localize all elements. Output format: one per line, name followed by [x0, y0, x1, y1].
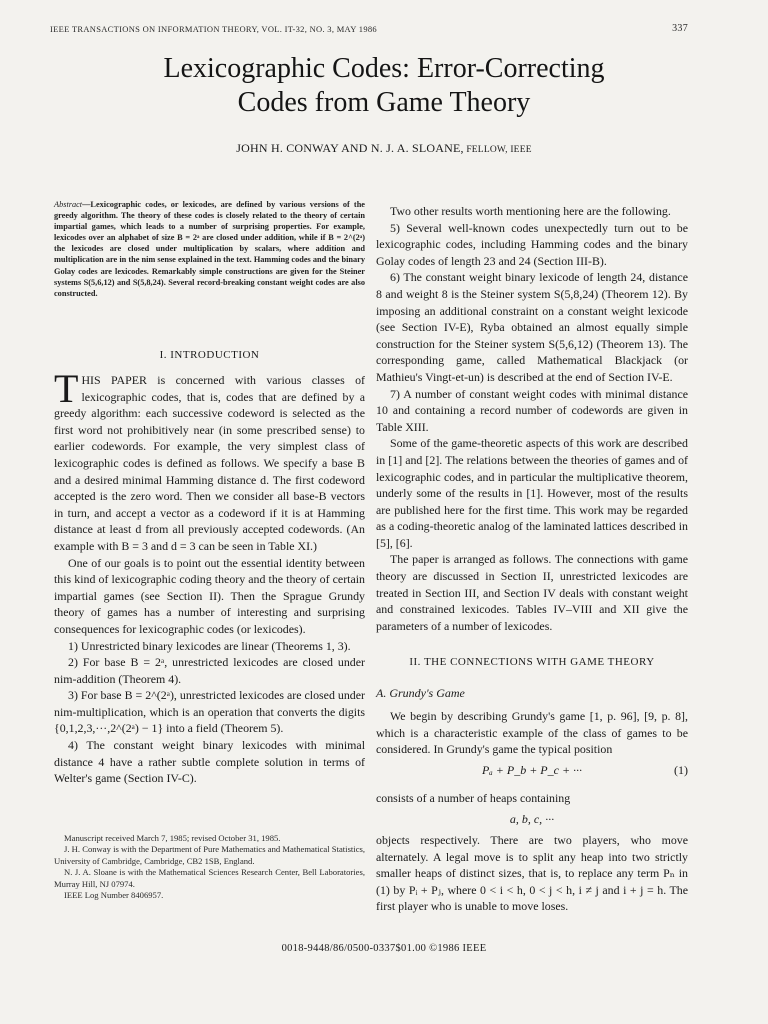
- right-column-body: [376, 203, 688, 634]
- abstract-label: Abstract: [54, 200, 83, 209]
- abstract-text: —Lexicographic codes, or lexicodes, are defined by various versions of the greedy algorithm. The theory of these codes is closely related to the theory of certain impartial games, which leads to a number of surprising properties. For example, lexicodes over an alphabet of size B = 2ᵃ are closed under addition, while if B = 2^(2ᵃ) the lexicodes are closed under multiplication by scalars, where addition and multiplication are in the nim sense explained in the text. Hamming codes and the binary Golay codes are lexicodes. Remarkably simple constructions are given for the Steiner systems S(5,6,12) and S(5,8,24). Several record-breaking constant weight codes are also constructed.: [54, 200, 365, 298]
- right-paragraph-1: Two other results worth mentioning here are the following.: [390, 204, 671, 218]
- author-line: [60, 141, 708, 156]
- list-item-1: 1) Unrestricted binary lexicodes are linear (Theorems 1, 3).: [68, 638, 351, 653]
- heaps-line: [376, 790, 688, 807]
- section-heading-game-theory: II. THE CONNECTIONS WITH GAME THEORY: [409, 656, 655, 668]
- grundy-intro: [376, 708, 688, 758]
- equation-1-number: (1): [674, 763, 688, 777]
- author-names: JOHN H. CONWAY AND N. J. A. SLOANE,: [236, 141, 464, 155]
- introduction-body: [54, 366, 365, 787]
- intro-paragraph-1: THIS PAPER is concerned with various classes of lexicographic codes, that is, codes that are defined by a greedy algorithm: each successive codeword is selected as the first word not prohibitively near (in some prescribed sense) to earlier codewords. For example, the very simplest class of lexicographic codes is defined as follows. We specify a base B and a desired minimal Hamming distance d. The first codeword accepted is the zero word. Then we consider all base-B vectors in turn, and accept a vector as a codeword if it is at Hamming distance at least d from all previously accepted codewords. (An example with B = 3 and d = 3 can be seen in Table XI.): [54, 366, 365, 553]
- subsection-heading-grundy: A. Grundy's Game: [376, 686, 465, 700]
- list-item-7: 7) A number of constant weight codes with minimal distance 10 and containing a record number of codewords are given in Table XIII.: [376, 386, 688, 434]
- heaps-paragraph: consists of a number of heaps containing: [376, 791, 571, 805]
- paper-title: [60, 52, 708, 120]
- list-item-4: 4) The constant weight binary lexicodes with minimal distance 4 have a rather subtle complete solution in terms of Welter's game (Section IV-C).: [54, 738, 365, 786]
- author-fellow: FELLOW, IEEE: [463, 145, 532, 155]
- rules-body: [376, 832, 688, 915]
- abstract: [54, 199, 365, 299]
- list-item-3: 3) For base B = 2^(2ᵃ), unrestricted lexicodes are closed under nim-multiplication, which is an operation that converts the digits {0,1,2,3,···,2^(2ᵃ) − 1} into a field (Theorem 5).: [54, 688, 365, 736]
- copyright-footer: 0018-9448/86/0500-0337$01.00 ©1986 IEEE: [281, 943, 487, 954]
- footnote-conway: J. H. Conway is with the Department of Pure Mathematics and Mathematical Statistics, University of Cambridge, Cambridge, CB2 1SB, England.: [54, 844, 365, 866]
- grundy-paragraph: We begin by describing Grundy's game [1, p. 96], [9, p. 8], which is a characteristic example of the class of games to be considered. In Grundy's game the typical position: [376, 709, 688, 757]
- equation-1: [376, 763, 688, 778]
- equation-2: [376, 812, 688, 827]
- title-line-1: Lexicographic Codes: Error-Correcting: [163, 53, 605, 84]
- equation-2-expression: a, b, c, ···: [509, 812, 555, 826]
- journal-line: IEEE TRANSACTIONS ON INFORMATION THEORY, VOL. IT-32, NO. 3, MAY 1986: [50, 24, 377, 34]
- section-heading-introduction: I. INTRODUCTION: [159, 349, 260, 361]
- intro-paragraph-2: One of our goals is to point out the essential identity between this kind of lexicographic coding theory and the theory of certain impartial games (see Section II). Then the Sprague Grundy theory of games has a number of interesting and surprising consequences for lexicographic codes (or lexicodes).: [54, 555, 365, 636]
- right-paragraph-6: The paper is arranged as follows. The connections with game theory are discussed in Section II, unrestricted lexicodes are treated in Section III, and Section IV deals with constant weight and constrained lexicodes. Tables IV–VIII and XII give the parameters of a number of lexicodes.: [376, 552, 688, 633]
- list-item-6: 6) The constant weight binary lexicode of length 24, distance 8 and weight 8 is the Steiner system S(5,8,24) (Theorem 12). By imposing an additional constraint on a constant weight lexicode (see Section IV-E), Ryba obtained an almost equally simple construction for the Steiner system S(5,6,12) (Theorem 13). The corresponding game, called Mathematical Blackjack (or Mathieu's Vingt-et-un) is described at the end of Section IV-E.: [376, 270, 688, 384]
- list-item-5: 5) Several well-known codes unexpectedly turn out to be lexicographic codes, including Hamming codes and the binary Golay codes of length 23 and 24 (Section III-B).: [376, 220, 688, 268]
- footnote-received: Manuscript received March 7, 1985; revised October 31, 1985.: [64, 833, 281, 843]
- running-header: [50, 24, 688, 34]
- drop-cap: T: [54, 366, 79, 411]
- footnotes: [54, 833, 365, 901]
- footnote-log: IEEE Log Number 8406957.: [64, 890, 164, 901]
- page-number: 337: [672, 23, 688, 34]
- rules-paragraph: objects respectively. There are two players, who move alternately. A legal move is to split any heap into two strictly smaller heaps of distinct sizes, that is, to replace any term Pₙ in (1) by Pᵢ + Pⱼ, where 0 < i < h, 0 < j < h, i ≠ j and i + j = h. The first player who is unable to move loses.: [376, 833, 688, 914]
- right-paragraph-5: Some of the game-theoretic aspects of this work are described in [1] and [2]. The relations between the theories of games and of lexicographic codes, and in particular the multiplicative theorem, underly some of the results in [1]. However, most of the results are published here for the first time. This work may be regarded as a coding-theoretic analog of the laminated lattices described in [5], [6].: [376, 436, 688, 550]
- list-item-2: 2) For base B = 2ᵃ, unrestricted lexicodes are closed under nim-addition (Theorem 4).: [54, 655, 365, 686]
- footnote-sloane: N. J. A. Sloane is with the Mathematical Sciences Research Center, Bell Laboratories, Murray Hill, NJ 07974.: [54, 867, 365, 889]
- title-line-2: Codes from Game Theory: [237, 87, 531, 118]
- equation-1-expression: Pₐ + P_b + P_c + ···: [481, 763, 583, 777]
